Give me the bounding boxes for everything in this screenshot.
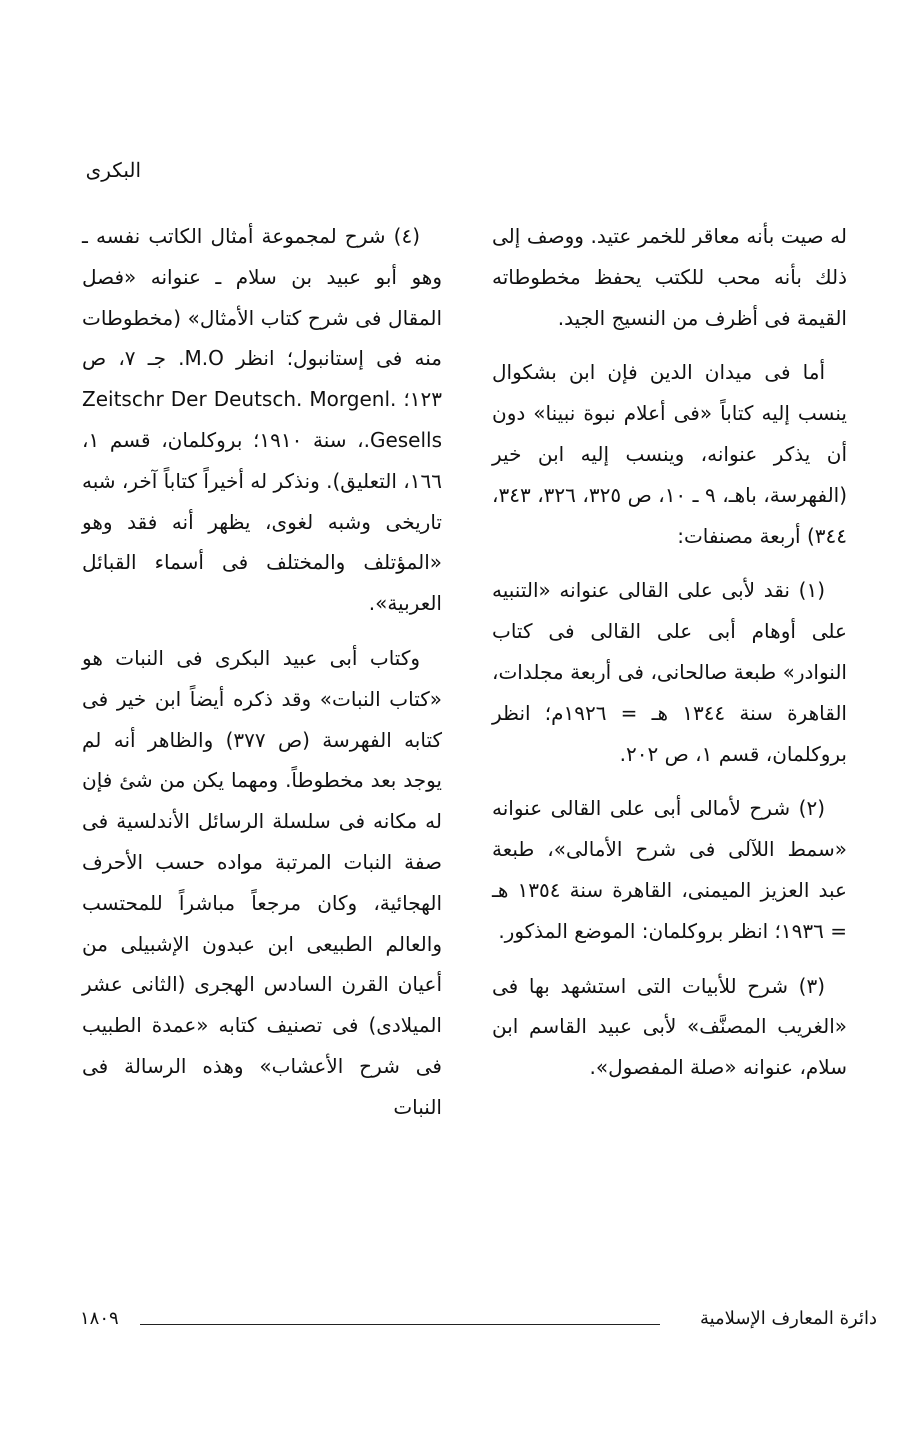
list-item: (٤) شرح لمجموعة أمثال الكاتب نفسه ـ وهو أبو عبيد بن سلام ـ عنوانه «فصل المقال فى شرح كتاب الأمثال» (مخطوطات منه فى إستانبول؛ انظر M.O. جـ ٧، ص ١٢٣؛ .Zeitschr Der Deutsch. Morgenl Gesells.، سنة ١٩١٠؛ بروكلمان، قسم ١، ١٦٦، التعليق). ونذكر له أخيراً كتاباً آخر، شبه تاريخى وشبه لغوى، يظهر أنه فقد وهو «المؤتلف والمختلف فى أسماء القبائل العربية». bbox=[82, 224, 443, 616]
paragraph: وكتاب أبى عبيد البكرى فى النبات هو «كتاب النبات» وقد ذكره أيضاً ابن خير فى كتابه الفهرسة (ص ٣٧٧) والظاهر أنه لم يوجد بعد مخطوطاً. ومهما يكن من شئ فإن له مكانه فى سلسلة الرسائل الأندلسية فى صفة النبات المرتبة مواده حسب الأحرف الهجائية، وكان مرجعاً مباشراً للمحتسب والعالم الطبيعى ابن عبدون الإشبيلى من أعيان القرن السادس الهجرى (الثانى عشر الميلادى) فى تصنيف كتابه «عمدة الطبيب فى شرح الأعشاب» وهذه الرسالة فى النبات bbox=[82, 645, 443, 1119]
list-item: (١) نقد لأبى على القالى عنوانه «التنبيه على أوهام أبى على القالى فى كتاب النوادر» طبعة صالحانى، فى أربعة مجلدات، القاهرة سنة ١٣٤٤ هـ = ١٩٢٦م؛ انظر بروكلمان، قسم ١، ص ٢٠٢. bbox=[492, 578, 847, 766]
list-item: (٣) شرح للأبيات التى استشهد بها فى «الغريب المصنَّف» لأبى عبيد القاسم ابن سلام، عنوانه «صلة المفصول». bbox=[492, 973, 847, 1080]
journal-name: دائرة المعارف الإسلامية bbox=[699, 1308, 877, 1329]
list-item: (٢) شرح لأمالى أبى على القالى عنوانه «سمط اللآلى فى شرح الأمالى»، طبعة عبد العزيز الميمنى، القاهرة سنة ١٣٥٤ هـ = ١٩٣٦؛ انظر بروكلمان: الموضع المذكور. bbox=[492, 796, 847, 943]
paragraph: أما فى ميدان الدين فإن ابن بشكوال ينسب إليه كتاباً «فى أعلام نبوة نبينا» دون أن يذكر عنوانه، وينسب إليه ابن خير (الفهرسة، باهـ، ٩ ـ ١٠، ص ٣٢٥، ٣٢٦، ٣٤٣، ٣٤٤) أربعة مصنفات: bbox=[492, 360, 848, 548]
running-title: البكرى bbox=[85, 158, 141, 182]
right-column bbox=[492, 216, 847, 1102]
paragraph: له صيت بأنه معاقر للخمر عتيد. ووصف إلى ذلك بأنه محب للكتب يحفظ مخطوطاته القيمة فى أظرف من النسيج الجيد. bbox=[492, 224, 847, 330]
footer-rule bbox=[140, 1324, 660, 1325]
left-column bbox=[82, 216, 442, 1142]
page-number: ١٨٠٩ bbox=[80, 1308, 119, 1329]
page-footer bbox=[80, 1308, 877, 1338]
